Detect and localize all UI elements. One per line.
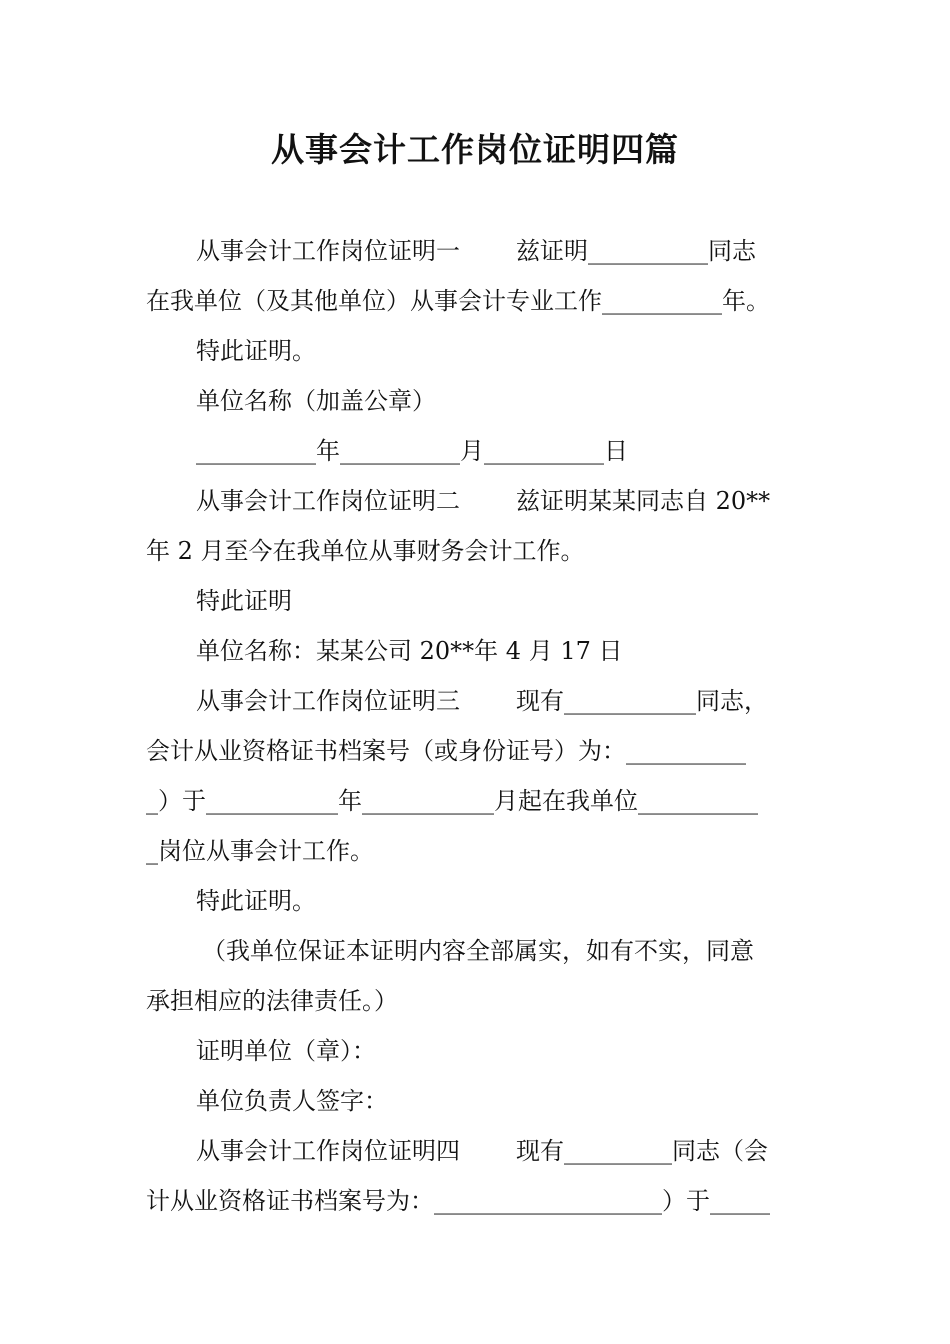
paragraph-line — [146, 326, 808, 376]
paragraph-line — [146, 526, 808, 576]
date-line — [146, 426, 808, 476]
paragraph-text: 单位名称：某某公司 20**年 4 月 17 日 — [196, 637, 623, 665]
paragraph-text: 特此证明。 — [196, 887, 316, 915]
paragraph-text: 单位负责人签字： — [196, 1087, 388, 1115]
paragraph-text: _）于___________年___________月起在我单位__________ — [146, 787, 758, 815]
paragraph-line — [146, 576, 808, 626]
paragraph-text: 证明单位（章）： — [196, 1037, 376, 1065]
paragraph-text: 承担相应的法律责任。） — [146, 987, 398, 1015]
paragraph-line — [146, 976, 808, 1026]
paragraph-line — [146, 726, 808, 776]
paragraph-text: 兹证明某某同志自 20** — [516, 487, 771, 515]
paragraph-text: 特此证明 — [196, 587, 292, 615]
paragraph-text: 单位名称（加盖公章） — [196, 387, 436, 415]
paragraph-text: 现有___________同志， — [516, 687, 768, 715]
section-heading: 从事会计工作岗位证明四 — [196, 1137, 460, 1165]
paragraph-text: 特此证明。 — [196, 337, 316, 365]
paragraph-text: __________年__________月__________日 — [196, 437, 628, 465]
paragraph-text: 年 2 月至今在我单位从事财务会计工作。 — [146, 537, 585, 565]
paragraph-line — [146, 626, 808, 676]
paragraph-line — [146, 676, 808, 726]
section-heading: 从事会计工作岗位证明一 — [196, 237, 460, 265]
paragraph-text: _岗位从事会计工作。 — [146, 837, 374, 865]
paragraph-line — [146, 376, 808, 426]
paragraph-line — [146, 776, 808, 826]
paragraph-line — [146, 276, 808, 326]
paragraph-line — [146, 1076, 808, 1126]
paragraph-line — [146, 226, 808, 276]
paragraph-text: 计从业资格证书档案号为：___________________）于_____ — [146, 1187, 770, 1215]
paragraph-line — [146, 926, 808, 976]
section-heading: 从事会计工作岗位证明二 — [196, 487, 460, 515]
document-title: 从事会计工作岗位证明四篇 — [271, 130, 679, 169]
paragraph-line — [146, 1176, 808, 1226]
document-body — [146, 226, 808, 1226]
paragraph-line — [146, 1026, 808, 1076]
paragraph-line — [146, 826, 808, 876]
paragraph-line — [146, 876, 808, 926]
paragraph-text: 在我单位（及其他单位）从事会计专业工作__________年。 — [146, 287, 770, 315]
paragraph-text: 会计从业资格证书档案号（或身份证号）为：__________ — [146, 737, 746, 765]
paragraph-line — [146, 1126, 808, 1176]
paragraph-line — [146, 476, 808, 526]
paragraph-text: 兹证明__________同志 — [516, 237, 756, 265]
paragraph-text: 现有_________同志（会 — [516, 1137, 768, 1165]
section-heading: 从事会计工作岗位证明三 — [196, 687, 460, 715]
paragraph-text: （我单位保证本证明内容全部属实，如有不实，同意 — [202, 937, 754, 965]
